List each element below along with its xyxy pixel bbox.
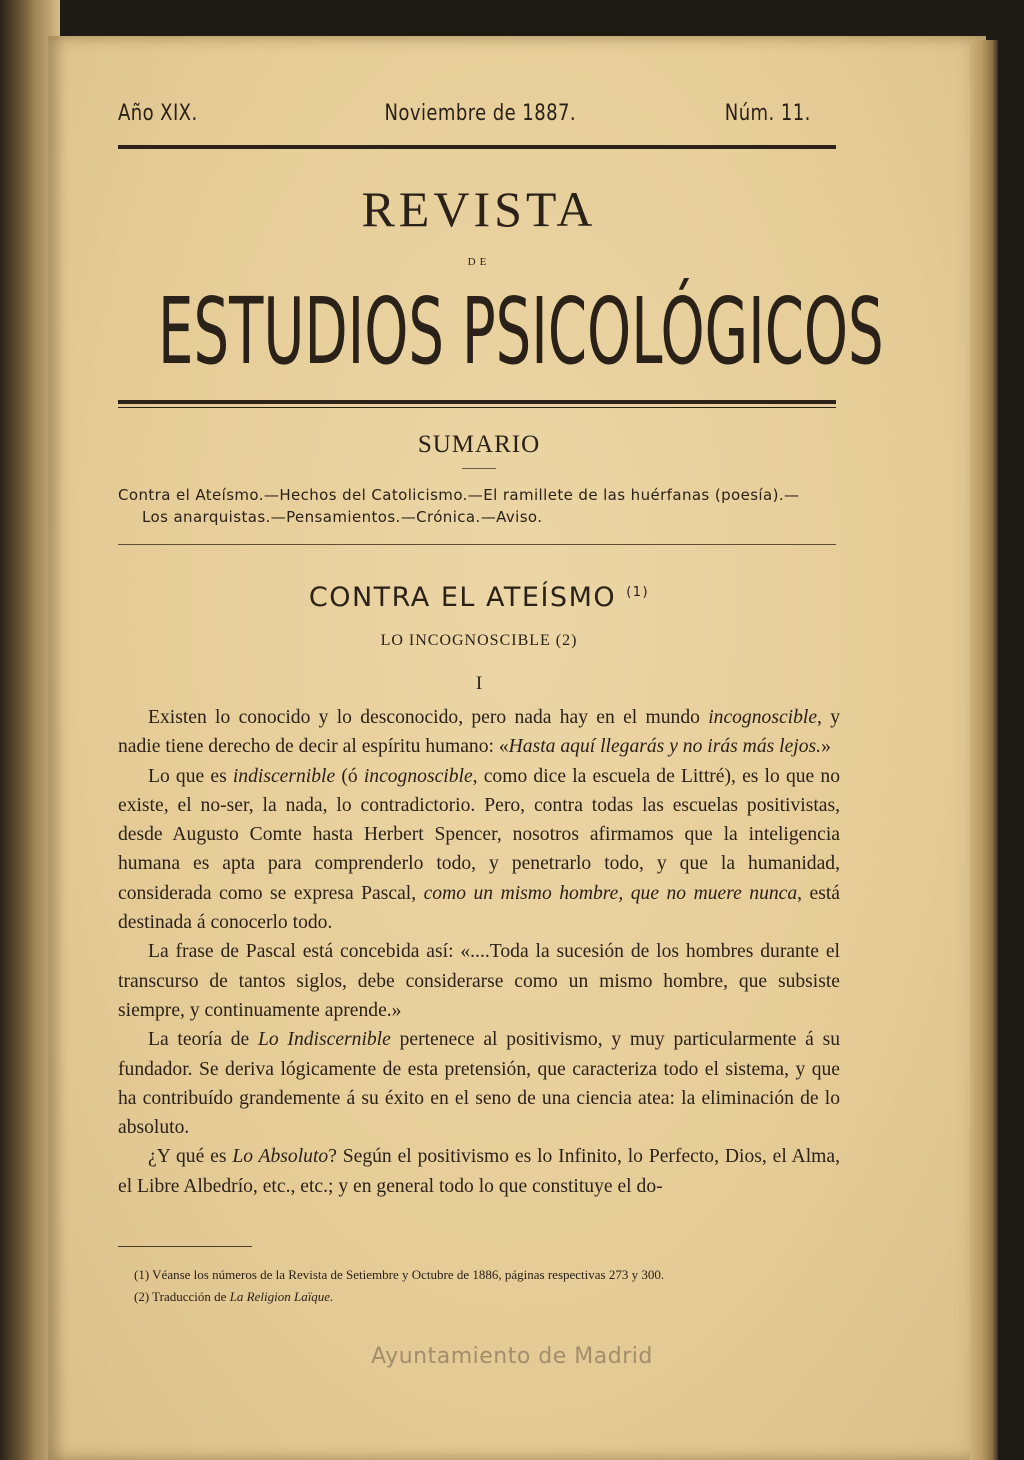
footnote-2-title: La Religion Laïque. bbox=[229, 1289, 334, 1304]
text-run: , y nadie tiene derecho de decir al espíritu humano: « bbox=[118, 707, 841, 758]
text-run: Existen lo conocido y lo desconocido, pero nada hay en el mundo bbox=[148, 707, 709, 728]
italic-run: como un mismo hombre, que no muere nunca bbox=[423, 882, 798, 904]
sumario-line: Contra el Ateísmo.—Hechos del Catolicismo.—El ramillete de las huérfanas (poesía).— bbox=[118, 486, 800, 504]
text-run: ? Según el positivismo es lo Infinito, lo Perfecto, Dios, el Alma, el Libre Albedrío, etc., etc.; y en general todo lo que constituye el do- bbox=[118, 1146, 840, 1197]
text-run: ¿Y qué es bbox=[148, 1146, 233, 1168]
italic-run: incognoscible bbox=[363, 765, 473, 787]
header-rule bbox=[118, 145, 836, 149]
text-run: , está destinada á conocerlo todo. bbox=[118, 882, 841, 934]
italic-run: Lo Absoluto bbox=[232, 1146, 329, 1168]
sumario-heading: SUMARIO bbox=[417, 431, 541, 458]
footnote-rule bbox=[118, 1246, 252, 1247]
article-paragraph bbox=[118, 937, 840, 1025]
italic-run: indiscernible bbox=[232, 765, 336, 787]
section-number: I bbox=[475, 673, 483, 694]
footnotes bbox=[134, 1264, 854, 1308]
sumario-line: Los anarquistas.—Pensamientos.—Crónica.—Aviso. bbox=[142, 508, 543, 526]
masthead-title: ESTUDIOS PSICOLÓGICOS bbox=[158, 278, 884, 385]
footnote-2 bbox=[134, 1286, 854, 1308]
masthead-de: DE bbox=[467, 256, 491, 268]
sumario-divider bbox=[462, 468, 496, 469]
footnote-1: (1) Véanse los números de la Revista de Setiembre y Octubre de 1886, páginas respectivas 273 y 300. bbox=[134, 1267, 665, 1282]
article-paragraph bbox=[118, 703, 840, 762]
article-title-note: (1) bbox=[626, 585, 650, 600]
masthead-rule-thin bbox=[118, 407, 836, 408]
article-title-text: CONTRA EL ATEÍSMO bbox=[308, 582, 617, 613]
issue-date: Noviembre de 1887. bbox=[384, 101, 577, 126]
text-run: » bbox=[821, 736, 831, 758]
article-body bbox=[118, 703, 840, 1201]
article-subtitle: LO INCOGNOSCIBLE (2) bbox=[380, 632, 578, 649]
text-run: La teoría de bbox=[148, 1029, 258, 1051]
text-run: La frase de Pascal está concebida así: «....Toda la sucesión de los hombres durante el transcurso de tantos siglos, debe considerarse como un mismo hombre, que subsiste siempre, y continuamente aprende.» bbox=[118, 941, 840, 1021]
article-paragraph bbox=[118, 762, 840, 938]
article-paragraph bbox=[118, 1142, 840, 1201]
italic-run: incognoscible bbox=[708, 707, 818, 728]
masthead-rule-thick bbox=[118, 400, 836, 404]
masthead-revista: REVISTA bbox=[361, 181, 597, 237]
footnote-2-prefix: (2) Traducción de bbox=[134, 1289, 230, 1304]
issue-header bbox=[118, 101, 838, 135]
text-run: pertenece al positivismo, y muy particularmente á su fundador. Se deriva lógicamente de esta pretensión, que caracteriza todo el sistema, y que ha contribuído grandemente á su éxito en el seno de una ciencia atea: la eliminación de lo absoluto. bbox=[118, 1029, 840, 1139]
watermark: Ayuntamiento de Madrid bbox=[371, 1344, 653, 1369]
text-run: (ó bbox=[335, 765, 364, 787]
sumario-contents bbox=[118, 484, 848, 528]
issue-year: Año XIX. bbox=[118, 101, 198, 126]
page-edge-right bbox=[970, 40, 998, 1460]
text-run: Lo que es bbox=[148, 765, 233, 787]
issue-number: Núm. 11. bbox=[724, 101, 811, 126]
text-run: , como dice la escuela de Littré), es lo que no existe, el no-ser, la nada, lo contradictorio. Pero, contra todas las escuelas positivistas, desde Augusto Comte hasta Herbert Spencer, nosotros afirmamos que la inteligencia humana es apta para comprenderlo todo, y penetrarlo todo, y que la humanidad, considerada como se expresa Pascal, bbox=[118, 765, 840, 904]
italic-run: Hasta aquí llegarás y no irás más lejos. bbox=[508, 736, 822, 758]
article-title bbox=[0, 582, 958, 613]
italic-run: Lo Indiscernible bbox=[258, 1029, 391, 1051]
sumario-bottom-rule bbox=[118, 544, 836, 545]
article-paragraph bbox=[118, 1025, 840, 1142]
